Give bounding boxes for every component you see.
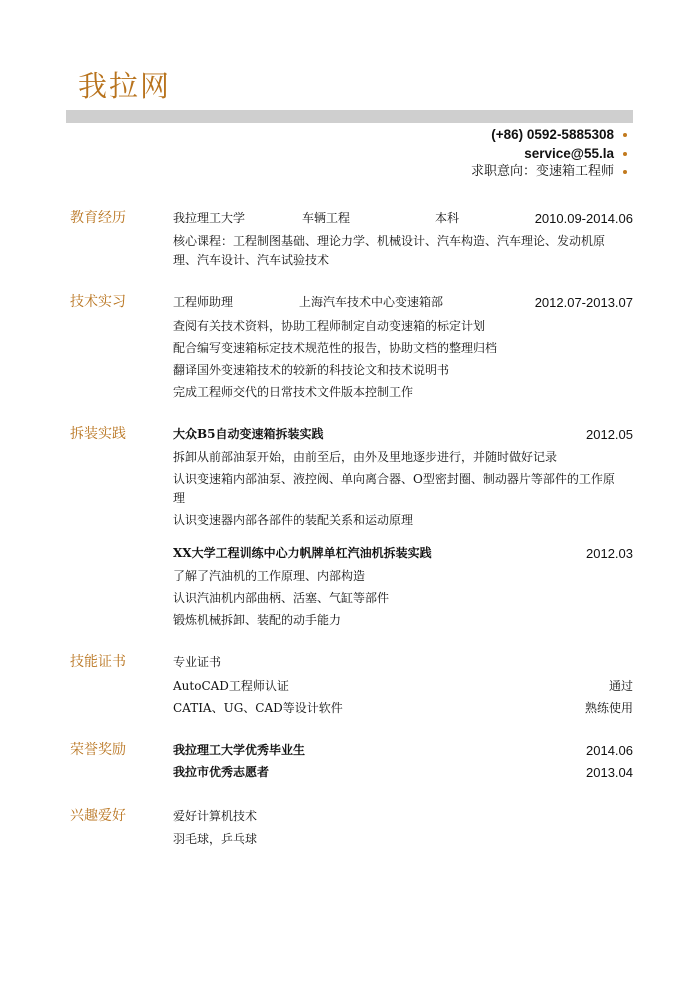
education-date: 2010.09-2014.06 xyxy=(534,211,633,226)
education-courses-line: 核心课程：工程制图基础、理论力学、机械设计、汽车构造、汽车理论、发动机原 xyxy=(173,234,606,248)
education-courses-line: 理、汽车设计、汽车试验技术 xyxy=(173,253,330,267)
practice-item: 认识变速箱内部油泵、液控阀、单向离合器、O型密封圈、制动器片等部件的工作原 xyxy=(173,472,615,486)
honor-date: 2013.04 xyxy=(586,765,633,780)
practice-item: 认识汽油机内部曲柄、活塞、气缸等部件 xyxy=(173,591,390,605)
resume-name: 我拉网 xyxy=(78,69,172,103)
practice-item: 认识变速器内部各部件的装配关系和运动原理 xyxy=(173,513,414,527)
section-title-honors: 荣誉奖励 xyxy=(70,742,126,758)
practice-item: 锻炼机械拆卸、装配的动手能力 xyxy=(173,613,342,627)
bullet-icon xyxy=(623,133,627,137)
internship-date: 2012.07-2013.07 xyxy=(534,295,633,310)
practice-item-continued: 理 xyxy=(173,491,186,505)
practice-project-date: 2012.03 xyxy=(586,546,633,561)
skills-subtitle: 专业证书 xyxy=(173,655,222,669)
bullet-icon xyxy=(623,170,627,174)
honor-name: 我拉理工大学优秀毕业生 xyxy=(173,743,306,757)
skill-level: 通过 xyxy=(608,679,633,693)
practice-item: 拆卸从前部油泵开始，由前至后，由外及里地逐步进行，并随时做好记录 xyxy=(173,450,558,464)
hobby-item: 羽毛球，乒乓球 xyxy=(173,832,258,846)
skill-name: CATIA、UG、CAD等设计软件 xyxy=(173,701,343,715)
internship-company: 上海汽车技术中心变速箱部 xyxy=(299,295,444,309)
education-school: 我拉理工大学 xyxy=(173,211,246,225)
contact-phone: (+86) 0592-5885308 xyxy=(491,127,614,142)
section-title-practice: 拆装实践 xyxy=(70,426,126,442)
practice-item: 了解了汽油机的工作原理、内部构造 xyxy=(173,569,366,583)
practice-project-title: XX大学工程训练中心力帆牌单杠汽油机拆装实践 xyxy=(173,546,432,560)
honor-date: 2014.06 xyxy=(586,743,633,758)
section-title-hobbies: 兴趣爱好 xyxy=(70,808,126,824)
internship-item: 查阅有关技术资料，协助工程师制定自动变速箱的标定计划 xyxy=(173,319,486,333)
skill-name: AutoCAD工程师认证 xyxy=(173,679,289,693)
internship-item: 翻译国外变速箱技术的较新的科技论文和技术说明书 xyxy=(173,363,450,377)
education-major: 车辆工程 xyxy=(302,211,351,225)
practice-project-title: 大众B5自动变速箱拆装实践 xyxy=(173,427,324,441)
hobby-item: 爱好计算机技术 xyxy=(173,809,258,823)
job-objective: 求职意向：变速箱工程师 xyxy=(470,164,614,179)
skill-level: 熟练使用 xyxy=(584,701,633,715)
contact-email: service@55.la xyxy=(524,146,614,161)
section-title-skills: 技能证书 xyxy=(70,654,126,670)
practice-project-date: 2012.05 xyxy=(586,427,633,442)
internship-role: 工程师助理 xyxy=(173,295,234,309)
internship-item: 完成工程师交代的日常技术文件版本控制工作 xyxy=(173,385,414,399)
education-degree: 本科 xyxy=(435,211,460,225)
internship-item: 配合编写变速箱标定技术规范性的报告，协助文档的整理归档 xyxy=(173,341,498,355)
section-title-education: 教育经历 xyxy=(70,210,126,226)
bullet-icon xyxy=(623,152,627,156)
honor-name: 我拉市优秀志愿者 xyxy=(173,765,270,779)
header-divider-bar xyxy=(66,110,633,123)
section-title-internship: 技术实习 xyxy=(70,294,126,310)
